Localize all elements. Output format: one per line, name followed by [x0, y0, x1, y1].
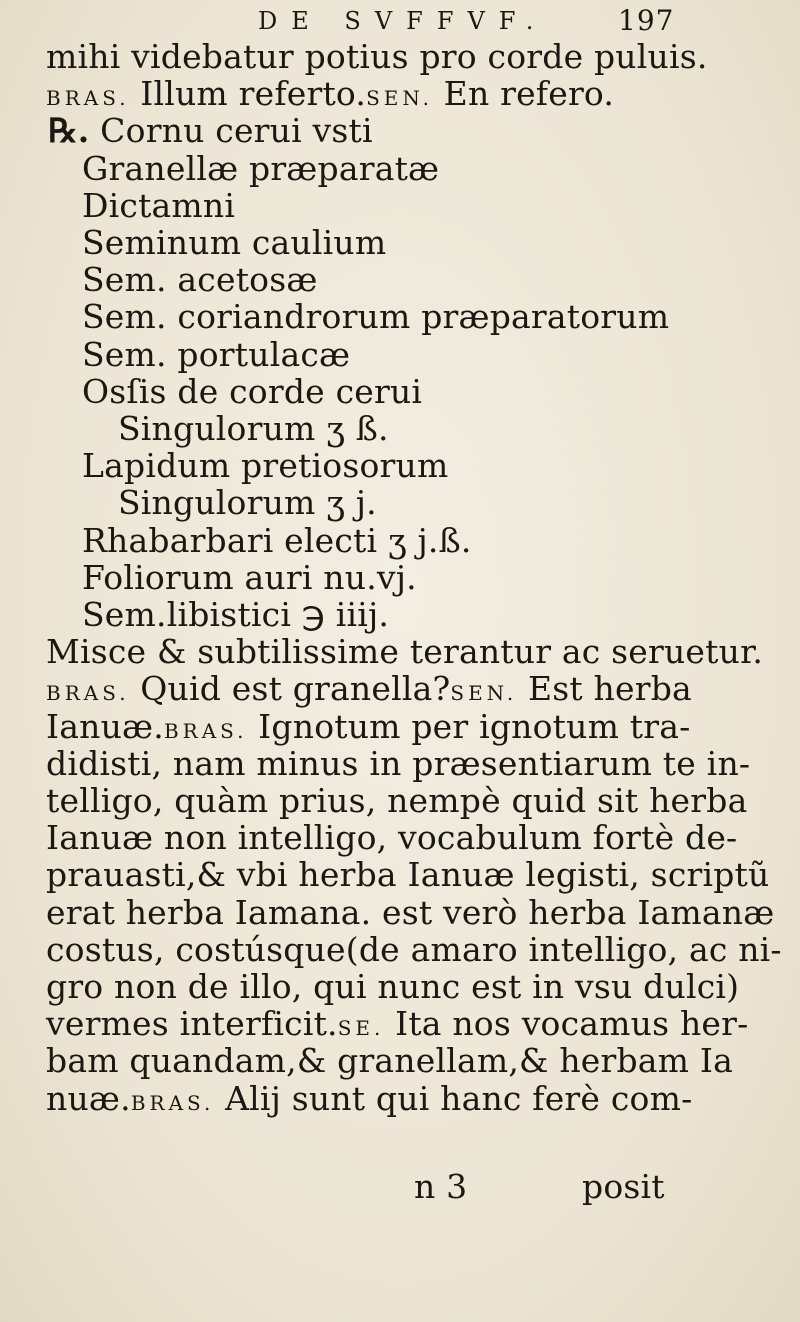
text-line: [46, 782, 747, 820]
speaker-label: SEN.: [366, 86, 433, 111]
text-span: Osſis de corde cerui: [82, 371, 423, 411]
text-line: [46, 1080, 692, 1122]
signature-mark: n 3: [414, 1167, 468, 1206]
text-span: Sem. coriandrorum præparatorum: [82, 297, 670, 337]
text-line: [82, 522, 472, 560]
text-span: Ita nos vocamus her-: [384, 1004, 749, 1044]
text-span: Sem. acetosæ: [82, 260, 318, 300]
text-span: Lapidum pretiosorum: [82, 446, 449, 486]
text-span: bam quandam,& granellam,& herbam Ia: [46, 1041, 733, 1081]
text-line: [82, 224, 386, 262]
text-span: Foliorum auri nu.vj.: [82, 557, 417, 597]
text-span: Illum referto.: [129, 74, 367, 114]
text-line: [82, 373, 422, 411]
text-line: [46, 894, 774, 932]
speaker-label: BRAS.: [163, 718, 248, 743]
text-span: gro non de illo, qui nunc est in vsu dulci): [46, 967, 740, 1006]
speaker-label: SE.: [337, 1016, 385, 1041]
text-span: Quid est granella?: [129, 669, 451, 709]
text-span: Sem. portulacæ: [82, 334, 351, 374]
speaker-label: SEN.: [450, 681, 518, 706]
text-span: Alij sunt qui hanc ferè com-: [214, 1078, 693, 1118]
text-line: [46, 931, 782, 969]
text-span: Cornu cerui vsti: [89, 111, 373, 151]
speaker-label: BRAS.: [130, 1090, 215, 1115]
text-span: Sem.libistici ℈ iiij.: [82, 595, 390, 634]
text-line: [46, 819, 737, 857]
text-span: Seminum caulium: [82, 223, 387, 262]
text-span: Ignotum per ignotum tra-: [247, 706, 691, 746]
text-span: nuæ.: [46, 1078, 131, 1118]
text-span: Est herba: [517, 669, 692, 709]
speaker-label: BRAS.: [46, 681, 130, 706]
text-span: Rhabarbari electi ʒ j.ß.: [82, 520, 472, 560]
text-line: [48, 112, 373, 150]
text-line: [46, 856, 769, 894]
text-span: Ianuæ.: [46, 706, 164, 746]
recipe-symbol: ℞.: [48, 111, 90, 151]
text-line: [82, 596, 389, 634]
text-line: [82, 336, 350, 374]
text-span: prauasti,& vbi herba Ianuæ legisti, scriptũ: [46, 855, 770, 895]
speaker-label: BRAS.: [46, 86, 130, 111]
text-span: Singulorum ʒ ß.: [118, 409, 389, 448]
text-line: [82, 447, 448, 485]
text-span: Granellæ præparatæ: [82, 148, 440, 188]
page-number: 197: [618, 4, 675, 37]
running-title: DE SVFFVF.: [258, 7, 548, 35]
text-span: vermes interficit.: [46, 1004, 338, 1044]
text-line: [46, 38, 708, 76]
text-span: costus, costúsque(de amaro intelligo, ac ni-: [46, 929, 782, 969]
text-span: telligo, quàm prius, nempè quid sit herba: [46, 781, 748, 820]
text-span: En refero.: [432, 74, 615, 114]
text-line: [46, 633, 763, 671]
text-line: [46, 1042, 733, 1080]
text-span: Dictamni: [82, 185, 236, 225]
text-line: [82, 261, 318, 299]
text-span: mihi videbatur potius pro corde puluis.: [46, 37, 708, 76]
text-line: [82, 150, 439, 188]
text-span: didisti, nam minus in præsentiarum te in-: [46, 743, 751, 783]
text-line: [82, 298, 669, 336]
text-line: [46, 968, 739, 1006]
text-line: [118, 484, 377, 522]
text-span: Ianuæ non intelligo, vocabulum fortè de-: [46, 818, 738, 858]
catchword: posit: [582, 1167, 665, 1206]
text-span: Singulorum ʒ j.: [118, 483, 377, 523]
text-line: [82, 559, 417, 597]
text-line: [82, 187, 235, 225]
text-line: [118, 410, 389, 448]
text-line: [46, 745, 750, 783]
text-span: Misce & subtilissime terantur ac seruetur.: [46, 632, 764, 672]
text-span: erat herba Iamana. est verò herba Iamanæ: [46, 892, 775, 932]
